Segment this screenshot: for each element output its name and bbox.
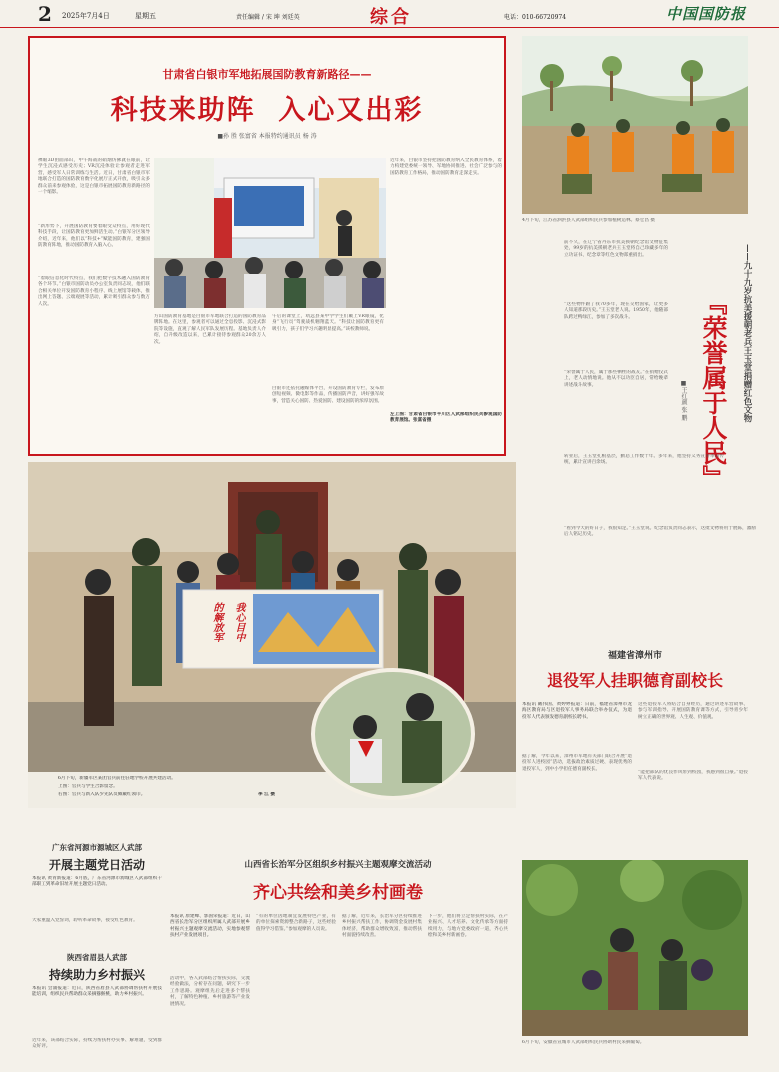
tree-planting-caption: 4月下旬，江苏省泗洪县人武部组织民兵参加植树造林。蔡仓昌 摄 [522,218,656,223]
shanxi-byline: 本报讯 原建峰、郭国荣报道：近日，山西省长治军分区组织所属人武部开展乡村振兴主题观摩交流活动，实地参观帮扶村产业发展项目。 [170,914,250,939]
grape-picking-caption: 6月下旬，安徽省宣城市人武部组织民兵协助村民采摘葡萄。 [522,1040,645,1045]
weekday: 星期五 [135,12,156,20]
zhangzhou-title: 退役军人挂职德育副校长 [546,671,723,690]
date: 2025年7月4日 [62,12,110,20]
shanxi-title: 齐心共绘和美乡村画卷 [253,883,423,903]
honor-para-3: “荣誉属于人民，属于那些牺牲的战友。”在捐赠仪式上，老人动情地说。他从不以功臣自居，常给晚辈讲述战斗故事。 [564,370,668,388]
exhibition-hall-photo [154,158,386,308]
lead-para-7: 近年来，白银市坚持把国防教育纳入全民教育体系，着力构建党委统一领导、军地协同推进、社会广泛参与的国防教育工作格局，推动国防教育走深走实。 [390,158,502,176]
mid-photo-credit: 李 江 摄 [258,792,275,797]
guangdong-kicker: 广东省河源市源城区人武部 [52,843,142,852]
shanxi-para-1: 活动中，各人武部结合帮扶实际，交流经验做法，分析存在问题，研究下一步工作思路。观摩组先后走进多个帮扶村，了解特色种植、乡村旅游等产业发展情况。 [170,976,250,1007]
shaanxi-title: 持续助力乡村振兴 [48,968,145,982]
shaanxi-kicker: 陕西省眉县人武部 [67,953,127,962]
lead-para-5: 午后的课堂上，靖远县某中学学生们戴上VR眼镜，化身“飞行员”驾驶战机翱翔蓝天。“科技让国防教育更有吸引力，孩子们学习兴趣明显提高。”该校教师说。 [272,314,384,332]
banner-text-a: 我心目中 [233,602,244,642]
lead-story [28,36,506,456]
lead-para-1: 裸眼3D由面部识，甲午海战的硝烟仿佛就在眼前，让学生沉浸式感受历史；VR沉浸体验让参观者走进军营，感受军人日常训练与生活。近日，甘肃省白银市军地联合打造的国防教育数字化展厅正式开放，吸引众多群众前来参观体验，这是白银市拓展国防教育新路径的一个缩影。 [38,158,150,196]
shaanxi-byline: 本报讯 会涌报道：近日，陕西省眉县人武部协调帮扶村开展技能培训，组织民兵帮助群众采摘猕猴桃，助力乡村振兴。 [32,986,162,998]
lead-para-4: 方山国防教育基地是白银市军地联合打造的国防教育品牌阵地。在这里，参观者可以通过全息投影、沉浸式影院等设施，直观了解人民军队发展历程。基地负责人介绍，自升级改造以来，已累计接待参观群众20余万人次。 [154,314,266,345]
mid-caption-1: 6月下旬，新疆军区某团官兵前往驻地学校开展共建活动。 [58,776,176,781]
section-title: 综合 [370,7,412,28]
honor-subtitle: ——九十九岁抗美援朝老兵王玉堂捐赠红色文物 [742,244,752,423]
lead-photo-caption: 左上图：甘肃省白银市平川区人武部组织民兵参观国防教育展馆。张富省摄 [390,412,502,424]
honor-para-2: “这些物件跟了我70多年，现在交给国家，让更多人知道那段历史。”王玉堂老人说。1950年，他随部队跨过鸭绿江，参加了多次战斗。 [564,302,668,320]
shanxi-kicker: 山西省长治军分区组织乡村振兴主题观摩交流活动 [244,860,432,870]
editors: 责任编辑 / 宋 坤 刘廷英 [236,14,300,21]
school-activity-block [28,462,516,808]
lead-byline: ■孙 胜 张富省 本报特约通讯员 杨 涛 [217,133,317,140]
zhangzhou-kicker: 福建省漳州市 [607,651,662,661]
honor-para-4: 转业后，王玉堂扎根基层，勤恳工作数十年。多年来，他坚持义务宣讲革命传统，累计宣讲百余场。 [564,454,724,466]
honor-para-5: “看到今天的好日子，我很知足。”王玉堂说。纪念馆负责同志表示，这批文物将用于展陈，激励后人铭记历史。 [564,526,756,538]
lead-para-3: “着眼信息化时代特点，我们把数字技术融入国防教育各个环节。”白银市国防动员办公室负责同志说，他们联合相关单位开发国防教育小程序、线上展馆等载体，推出网上答题、云端观展等活动，累计吸引群众参与数万人次。 [38,276,150,307]
shanxi-para-2: “有的单位因地制宜发展特色产业，有的单位探索资源整合新路子，这些经验值得学习借鉴。”参加观摩的人员说。 [256,914,336,932]
page-number: 2 [38,2,52,26]
phone: 电话：010-66720974 [504,14,567,21]
guangdong-para-1: 大家重温入党誓词，聆听革命故事，接受红色教育。 [32,918,138,923]
lead-para-6: 白银市还依托融媒体平台，开设国防教育专栏，发布原创短视频、微电影等作品，传播国防声音，讲好强军故事，营造关心国防、热爱国防、建设国防的浓厚氛围。 [272,386,384,404]
honor-para-1: 前不久，在辽宁省丹东市抗美援朝纪念馆文物征集处，99岁的抗美援朝老兵王玉堂将自己珍藏多年的立功证书、纪念章等红色文物郑重捐出。 [564,240,668,258]
grape-picking-photo [522,860,748,1036]
lead-title: 科技来助阵 入心又出彩 [110,95,424,126]
honor-byline: ■王红颜 张 鹏 [680,380,687,421]
zhangzhou-para-2: 这些退役军人将结合自身经历，通过讲述军营故事、参与军训指导、开展国防教育课等方式，引导青少年树立正确的世界观、人生观、价值观。 [638,702,748,720]
mid-caption-3: 右图：官兵与新入队少先队员佩戴红领巾。 [58,792,146,797]
mid-caption-2: 上图：官兵与学生合影留念。 [58,784,118,789]
zhangzhou-para-1: 据了解，今年以来，漳州市军地有关部门联合开展“退役军人进校园”活动，选拔政治素质过硬、表现优秀的退役军人，到中小学担任德育副校长。 [522,754,632,772]
page-header [0,0,779,28]
zhangzhou-para-3: “能把部队的优良作风带到校园，我感到很自豪。”退役军人代表说。 [638,770,748,782]
tree-planting-photo [522,36,748,214]
shanxi-para-4: 下一步，他们将立足帮扶村实际，在产业振兴、人才培养、文化传承等方面持续用力，与地方党委政府一道，齐心共绘和美乡村新画卷。 [428,914,508,939]
guangdong-title: 开展主题党日活动 [48,858,145,872]
shaanxi-para-1: 近年来，该部结合实际，持续为帮扶村办实事、解难题，受到群众好评。 [32,1038,162,1050]
zhangzhou-byline: 本报讯 戴伟国、黄婷婷报道：日前，福建省漳州市龙海区教育局与区退役军人事务局联合举办仪式，为退役军人代表颁发德育副校长聘书。 [522,702,632,720]
shanxi-para-3: 据了解，近年来，长治军分区持续推进乡村振兴帮扶工作，协调资金发展村集体经济，帮助群众增收致富，推动帮扶村面貌持续改善。 [342,914,422,939]
masthead-logo: 中国国防报 [666,5,747,23]
lead-para-2: “新形势下，开展国防教育要着眼受众特点，用好现代科技手段，让国防教育更加鲜活生动。”白银军分区领导介绍，近年来，他们以“科技+”赋能国防教育，建强国防教育阵地，推动国防教育入脑入心。 [38,224,150,249]
lead-photo [154,158,386,308]
lead-kicker: 甘肃省白银市军地拓展国防教育新路径—— [162,68,372,81]
honor-title: 『荣誉属于人民』 [699,290,728,490]
guangdong-byline: 本报讯 黄青新报道：6月底，广东省河源市源城区人武部组织干部职工到革命旧址开展主题党日活动。 [32,876,162,888]
banner-text-b: 的解放军 [211,602,222,642]
